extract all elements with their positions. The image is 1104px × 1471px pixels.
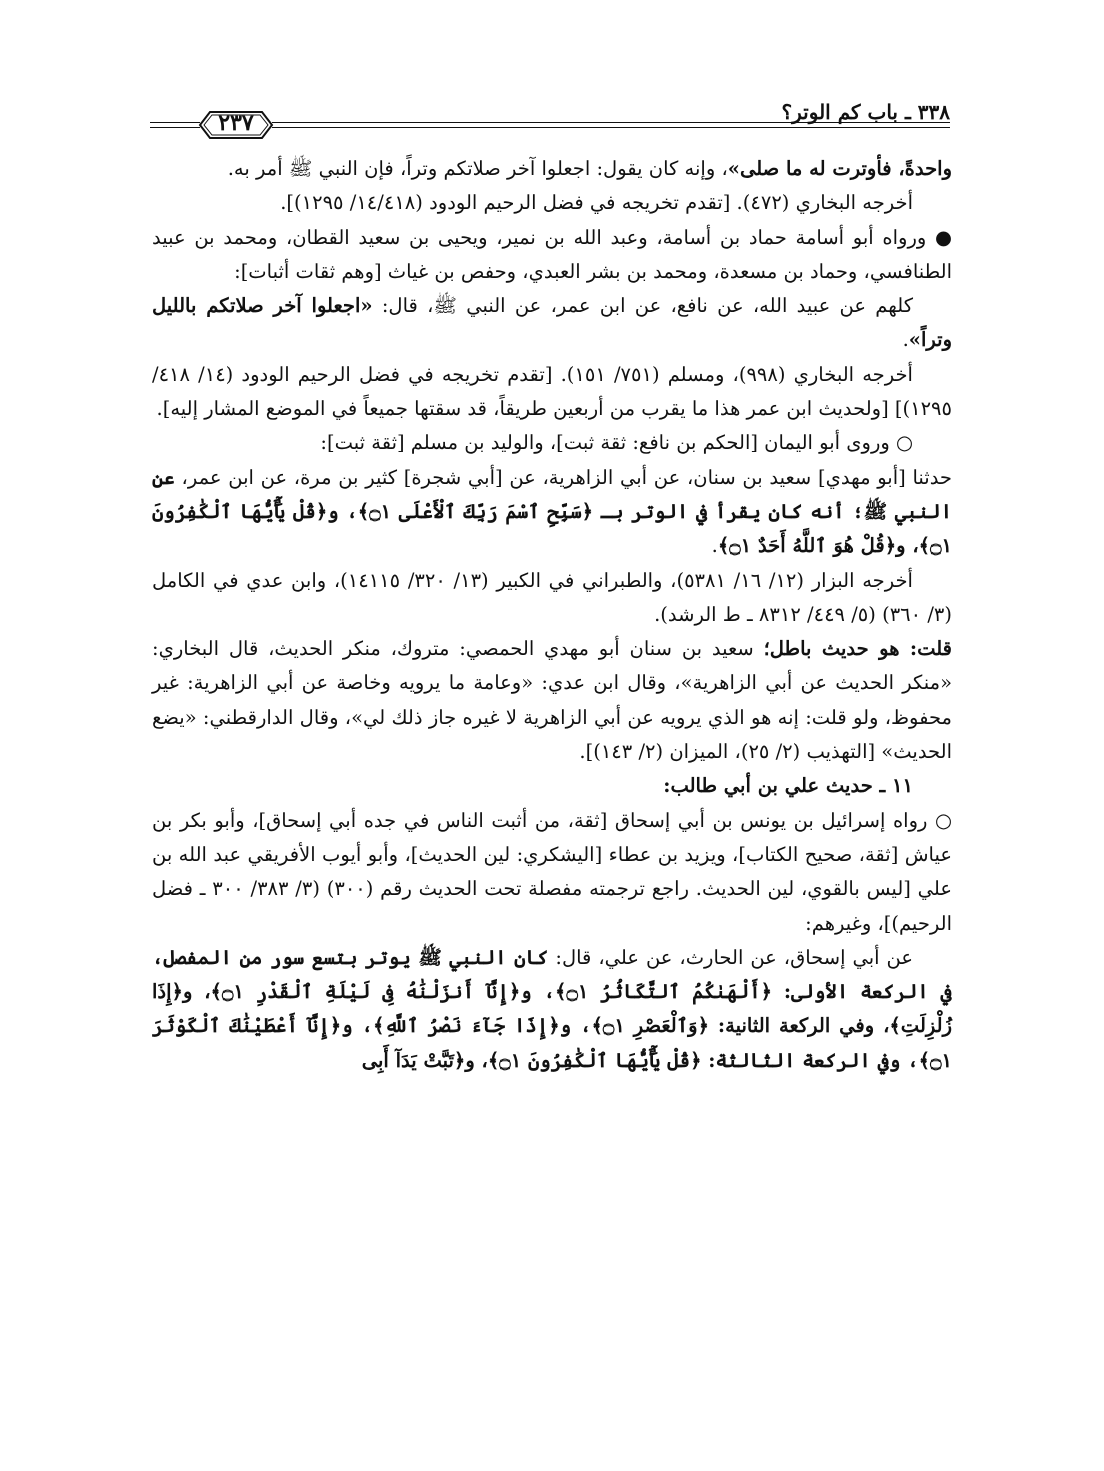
text-run: ، وإنه كان يقول: اجعلوا آخر صلاتكم وتراً، فإن النبي ﷺ أمر به. (227, 157, 728, 180)
text-run: ○ رواه إسرائيل بن يونس بن أبي إسحاق [ثقة، من أثبت الناس في جده أبي إسحاق]، وأبو بكر بن عياش [ثقة، صحيح الكتاب]، ويزيد بن عطاء [اليشكري: لين الحديث]، وأبو أيوب الأفريقي عبد الله بن علي [ليس بالقوي، لين الحديث. راجع ترجمته مفصلة تحت الحديث رقم (٣٠٠) (٣/ ٣٨٣/ ٣٠٠ ـ فضل الرحيم)]، وغيرهم: (152, 808, 952, 935)
paragraph (152, 152, 952, 186)
header-rule-right-bottom (272, 127, 950, 128)
paragraph (152, 358, 952, 427)
page-number-badge (194, 106, 278, 144)
paragraph (152, 941, 952, 1078)
page-number: ٢٣٧ (218, 110, 254, 136)
paragraph (152, 289, 952, 358)
text-run: حدثنا [أبو مهدي] سعيد بن سنان، عن أبي الزاهرية، عن [أبي شجرة] كثير بن مرة، عن ابن عمر، (174, 465, 952, 489)
text-run: أخرجه البزار (١٢/ ١٦/ ٥٣٨١)، والطبراني في الكبير (١٣/ ٣٢٠/ ١٤١١٥)، وابن عدي في الكامل (٣/ ٣٦٠) (٥/ ٤٤٩/ ٨٣١٢ ـ ط الرشد). (152, 568, 952, 626)
text-run: ● ورواه أبو أسامة حماد بن أسامة، وعبد الله بن نمير، ويحيى بن سعيد القطان، ومحمد بن عبيد الطنافسي، وحماد بن مسعدة، ومحمد بن بشر العبدي، وحفص بن غياث [وهم ثقات أثبات]: (152, 225, 952, 283)
paragraph (152, 804, 952, 941)
header-rule-left-top (150, 122, 200, 123)
paragraph (152, 769, 952, 803)
main-text (152, 152, 952, 1078)
text-run: . (902, 328, 909, 352)
text-run: أخرجه البخاري (٤٧٢). [تقدم تخريجه في فضل الرحيم الودود (١٤/٤١٨/ ١٢٩٥)]. (280, 191, 913, 215)
bold-text-run: كان النبي ﷺ يوتر بتسع سور من المفصل، في الركعة الأولى: ﴿أَلْهَىٰكُمُ ٱلتَّكَاثُرُ ۝١﴾، و﴿إِنَّآ أَنزَلْنَٰهُ فِى لَيْلَةِ ٱلْقَدْرِ ۝١﴾، و﴿إِذَا زُلْزِلَتِ﴾، وفي الركعة الثانية: ﴿وَٱلْعَصْرِ ۝١﴾، و﴿إِذَا جَآءَ نَصْرُ ٱللَّهِ﴾، و﴿إِنَّآ أَعْطَيْنَٰكَ ٱلْكَوْثَرَ ۝١﴾، وفي الركعة الثالثة: ﴿قُلْ يَٰٓأَيُّهَا ٱلْكَٰفِرُونَ ۝١﴾، و﴿تَبَّتْ يَدَآ أَبِى (152, 945, 953, 1072)
text-run: كلهم عن عبيد الله، عن نافع، عن ابن عمر، عن النبي ﷺ، قال: (372, 294, 913, 318)
paragraph (152, 564, 952, 633)
bold-text-run: «اجعلوا آخر صلاتكم بالليل وتراً» (152, 294, 952, 352)
bold-text-run: ١١ ـ حديث علي بن أبي طالب: (663, 774, 913, 798)
text-run: ○ وروى أبو اليمان [الحكم بن نافع: ثقة ثبت]، والوليد بن مسلم [ثقة ثبت]: (320, 431, 913, 455)
running-title: ٣٣٨ ـ باب كم الوتر؟ (781, 100, 950, 124)
bold-text-run: قلت: هو حديث باطل؛ (763, 637, 952, 661)
bold-text-run: واحدةً، فأوترت له ما صلى» (727, 157, 952, 180)
header-rule-left-bottom (150, 127, 200, 128)
text-run: أخرجه البخاري (٩٩٨)، ومسلم (٧٥١/ ١٥١). [تقدم تخريجه في فضل الرحيم الودود (١٤/ ٤١٨/ ١٢٩٥)] [ولحديث ابن عمر هذا ما يقرب من أربعين طريقاً، قد سقتها جميعاً في الموضع المشار إليه]. (152, 362, 952, 421)
paragraph (152, 221, 952, 290)
text-run: سعيد بن سنان أبو مهدي الحمصي: متروك، منكر الحديث، قال البخاري: «منكر الحديث عن أبي الزاهرية»، وقال ابن عدي: «وعامة ما يرويه وخاصة عن أبي الزاهرية: غير محفوظ، ولو قلت: إنه هو الذي يرويه عن أبي الزاهرية لا غيره جاز ذلك لي»، وقال الدارقطني: «يضع الحديث» [التهذيب (٢/ ٢٥)، الميزان (٢/ ١٤٣)]. (152, 637, 952, 764)
text-run: . (711, 534, 718, 558)
bold-text-run: عن النبي ﷺ؛ أنه كان يقرأ في الوتر بـ ﴿سَبِّحِ ٱسْمَ رَبِّكَ ٱلْأَعْلَى ۝١﴾، و﴿قُلْ يَٰٓأَيُّهَا ٱلْكَٰفِرُونَ ۝١﴾، و﴿قُلْ هُوَ ٱللَّهُ أَحَدٌ ۝١﴾ (152, 465, 952, 558)
paragraph (152, 186, 952, 220)
paragraph (152, 461, 952, 564)
paragraph (152, 426, 952, 460)
page-header (150, 80, 950, 150)
paragraph (152, 632, 952, 769)
text-run: عن أبي إسحاق، عن الحارث، عن علي، قال: (548, 945, 913, 969)
